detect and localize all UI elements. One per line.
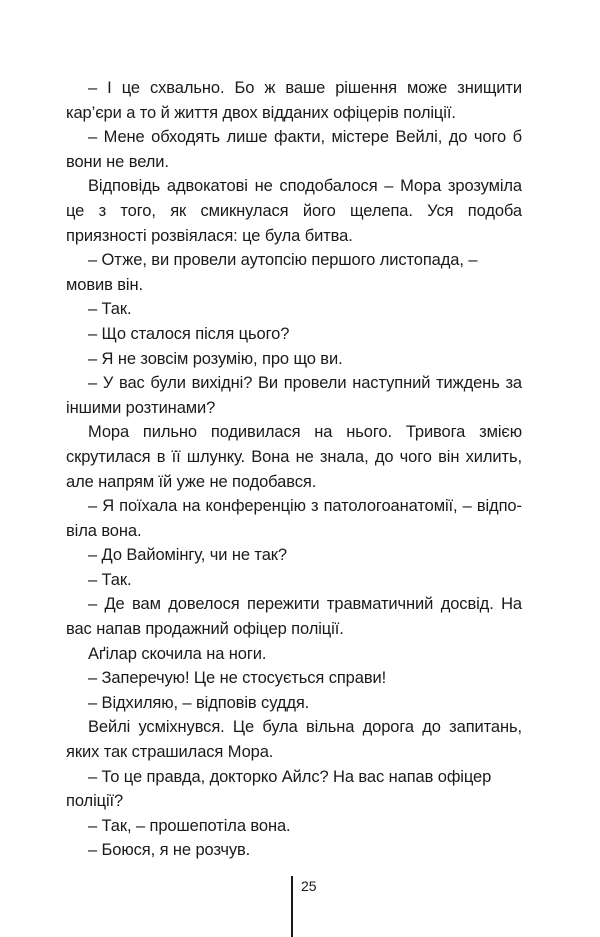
paragraph: – То це правда, докторко Айлс? На вас напав офіцер поліції? [66, 767, 492, 811]
paragraph: – Відхиляю, – відповів суддя. [88, 693, 310, 712]
folio [291, 876, 317, 937]
folio-rule [291, 876, 293, 937]
paragraph: – Де вам довелося пережити травматичний досвід. На вас напав продажний офіцер поліції. [66, 595, 522, 639]
paragraph: – Отже, ви провели аутопсію першого листопада, – мовив він. [66, 251, 478, 294]
page-body [66, 76, 522, 863]
paragraph: – Я не зовсім розумію, про що ви. [88, 349, 343, 368]
page-number: 25 [301, 878, 317, 894]
paragraph: Відповідь адвокатові не сподобалося – Мора зрозуміла це з того, як смикнулася його щелепа. Уся подоба приязності розвіялася: це була битва. [66, 177, 522, 245]
paragraph: Аґілар скочила на ноги. [88, 644, 267, 663]
paragraph: Мора пильно подивилася на нього. Тривога змією скрутилася в її шлунку. Вона не знала, до чого він хилить, але напрям їй уже не подобався. [66, 423, 522, 491]
paragraph: – Так. [88, 300, 132, 319]
paragraph: – Так, – прошепотіла вона. [88, 816, 291, 835]
paragraph: – Заперечую! Це не стосується справи! [88, 669, 387, 688]
paragraph: Вейлі усміхнувся. Це була вільна дорога до запитань, яких так страшилася Мора. [66, 718, 522, 762]
paragraph: – Так. [88, 570, 132, 589]
paragraph: – І це схвально. Бо ж ваше рішення може знищити кар’єри а то й життя двох відданих офіцерів поліції. [66, 79, 522, 122]
paragraph: – Я поїхала на конференцію з патологоанатомії, – відповіла вона. [66, 497, 522, 540]
paragraph: – Що сталося після цього? [88, 324, 290, 343]
paragraph: – У вас були вихідні? Ви провели наступний тиждень за іншими розтинами? [66, 374, 522, 417]
paragraph: – Мене обходять лише факти, містере Вейлі, до чого б вони не вели. [66, 128, 522, 171]
paragraph: – Боюся, я не розчув. [88, 841, 251, 860]
paragraph: – До Вайомінгу, чи не так? [88, 546, 287, 565]
